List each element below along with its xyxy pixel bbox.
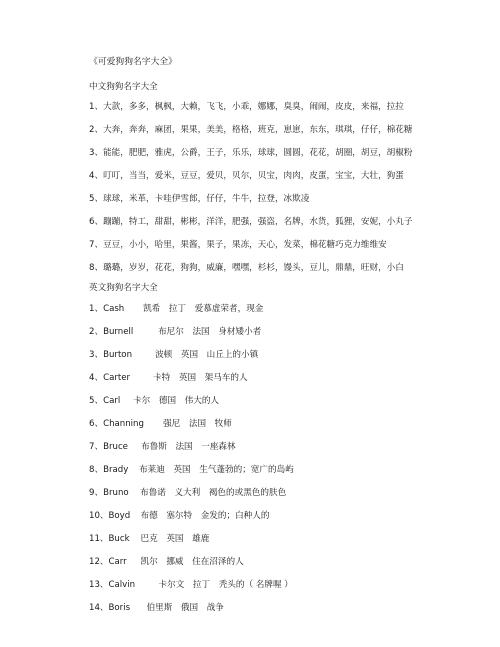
- list-item: [89, 603, 224, 614]
- name-description: 强尼 法国 牧师: [163, 419, 232, 429]
- english-name: Bruno: [103, 488, 129, 498]
- document-title: 《可爱狗狗名字大全》: [89, 57, 177, 67]
- english-name: Burnell: [103, 327, 134, 337]
- item-number: 6、: [89, 217, 104, 227]
- item-text: 能能，肥肥，雅虎，公爵，王子，乐乐，球球，圆圆，花花，胡圈，胡豆，胡椒粉: [103, 148, 413, 158]
- english-name: Buck: [108, 534, 130, 544]
- item-number: 5、: [89, 396, 104, 406]
- name-description: 布德 塞尔特 金发的；白种人的: [140, 511, 270, 521]
- list-item: [89, 511, 269, 522]
- list-item: [89, 240, 387, 251]
- item-text: 叮叮，当当，爱米，豆豆，爱贝，贝尔，贝宝，肉肉，皮蛋，宝宝，大壮，狗蛋: [103, 171, 404, 181]
- item-number: 6、: [89, 419, 104, 429]
- item-number: 1、: [89, 304, 104, 314]
- english-name: Carter: [103, 373, 131, 383]
- item-number: 11、: [89, 534, 109, 544]
- chinese-section-heading: 中文狗狗名字大全: [89, 82, 158, 92]
- item-text: 球球，米革，卡哇伊雪郎，仔仔，牛牛，拉登，冰欺凌: [103, 194, 310, 204]
- list-item: [89, 580, 293, 591]
- list-item: [89, 304, 263, 315]
- list-item: [89, 419, 232, 430]
- item-number: 12、: [89, 557, 109, 567]
- item-number: 5、: [89, 194, 104, 204]
- english-name: Channing: [103, 419, 144, 429]
- item-number: 3、: [89, 148, 104, 158]
- name-description: 布莱迪 英国 生气蓬勃的；宽广的岛屿: [139, 465, 294, 475]
- item-number: 7、: [89, 442, 104, 452]
- list-item: [89, 488, 286, 499]
- name-description: 卡特 英国 架马车的人: [153, 373, 248, 383]
- item-number: 7、: [89, 240, 104, 250]
- list-item: [89, 327, 261, 338]
- item-text: 大款，多多，枫枫，大赖，飞飞，小乖，娜娜，臭臭，闹闹，皮皮，来福，拉拉: [103, 102, 404, 112]
- english-section-heading: 英文狗狗名字大全: [89, 283, 158, 293]
- item-number: 4、: [89, 373, 104, 383]
- list-item: [89, 263, 404, 274]
- item-number: 4、: [89, 171, 104, 181]
- item-text: 大奔，奔奔，麻团，果果，美美，格格，班克，崽崽，东东，琪琪，仔仔，棉花糖: [103, 125, 413, 135]
- item-number: 2、: [89, 327, 104, 337]
- list-item: [89, 557, 244, 568]
- item-number: 1、: [89, 102, 104, 112]
- item-number: 8、: [89, 465, 104, 475]
- english-name: Brady: [103, 465, 129, 475]
- item-number: 8、: [89, 263, 104, 273]
- english-name: Calvin: [108, 580, 136, 590]
- name-description: 卡尔文 拉丁 秃头的（ 名牌喔 ）: [158, 580, 293, 590]
- name-description: 布尼尔 法国 身材矮小者: [158, 327, 262, 337]
- list-item: [89, 194, 309, 205]
- english-name: Burton: [103, 350, 133, 360]
- name-description: 凯尔 挪威 住在沼泽的人: [140, 557, 244, 567]
- english-name: Carl: [103, 396, 121, 406]
- list-item: [89, 171, 404, 182]
- list-item: [89, 396, 219, 407]
- item-number: 3、: [89, 350, 104, 360]
- list-item: [89, 465, 294, 476]
- name-description: 布鲁斯 法国 一座森林: [141, 442, 236, 452]
- english-name: Boyd: [108, 511, 131, 521]
- item-text: 蹦蹦，特工，甜甜，彬彬，洋洋，肥强，强盗，名牌，水货，狐狸，安妮，小丸子: [103, 217, 413, 227]
- list-item: [89, 350, 258, 361]
- item-text: 豆豆，小小，哈里，果酱，果子，果冻，天心，发菜，棉花糖巧克力维维安: [103, 240, 387, 250]
- name-description: 巴克 英国 雄鹿: [140, 534, 210, 544]
- name-description: 卡尔 德国 伟大的人: [133, 396, 220, 406]
- item-number: 10、: [89, 511, 109, 521]
- english-name: Cash: [103, 304, 125, 314]
- name-description: 布鲁诺 义大利 褐色的或黑色的肤色: [140, 488, 287, 498]
- item-number: 13、: [89, 580, 109, 590]
- english-name: Boris: [108, 603, 131, 613]
- list-item: [89, 534, 209, 545]
- list-item: [89, 373, 248, 384]
- list-item: [89, 442, 236, 453]
- english-name: Bruce: [103, 442, 128, 452]
- list-item: [89, 102, 404, 113]
- list-item: [89, 148, 412, 159]
- list-item: [89, 217, 412, 228]
- name-description: 波顿 英国 山丘上的小镇: [155, 350, 259, 360]
- item-number: 14、: [89, 603, 109, 613]
- english-name: Carr: [108, 557, 127, 567]
- list-item: [89, 125, 412, 136]
- item-number: 2、: [89, 125, 104, 135]
- item-number: 9、: [89, 488, 104, 498]
- name-description: 凯希 拉丁 爱慕虚荣者，现金: [143, 304, 264, 314]
- item-text: 璐璐，岁岁，花花，狗狗，威廉，嘿嘿，杉杉，馒头，豆儿，鼎鼎，旺财，小白: [103, 263, 404, 273]
- name-description: 伯里斯 俄国 战争: [146, 603, 224, 613]
